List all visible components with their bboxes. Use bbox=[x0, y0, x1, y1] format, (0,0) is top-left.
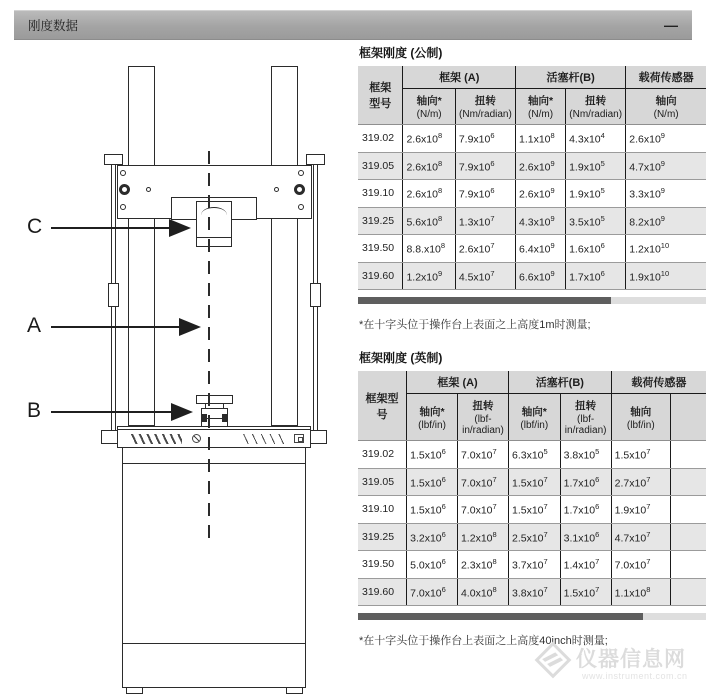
label-b: B bbox=[27, 399, 42, 422]
model-cell: 319.25 bbox=[358, 523, 407, 551]
metric-group-header-1: 活塞杆(B) bbox=[516, 66, 626, 89]
value-cell: $2.6x10^8$ bbox=[403, 152, 455, 180]
scrollbar-thumb[interactable] bbox=[358, 613, 643, 620]
value-cell bbox=[670, 468, 706, 496]
value-cell: $3.8x10^5$ bbox=[560, 441, 611, 469]
table-row bbox=[358, 262, 706, 290]
watermark-url: www.instrument.com.cn bbox=[582, 671, 688, 681]
imperial-column-header-3: 扭转 (lbf-in/radian) bbox=[560, 394, 611, 441]
value-cell: $7.0x10^7$ bbox=[457, 441, 508, 469]
value-cell: $7.9x10^6$ bbox=[455, 152, 515, 180]
value-cell: $1.5x10^6$ bbox=[407, 468, 458, 496]
value-cell: $1.2x10^8$ bbox=[457, 523, 508, 551]
cabinet-top-band bbox=[122, 447, 306, 464]
value-cell: $1.9x10^7$ bbox=[611, 496, 670, 524]
value-cell: $5.0x10^6$ bbox=[407, 551, 458, 579]
value-cell: $1.5x10^7$ bbox=[509, 468, 561, 496]
value-cell: $8.2x10^9$ bbox=[626, 207, 706, 235]
circle-slash-icon bbox=[192, 434, 201, 443]
load-washer-body bbox=[201, 408, 228, 427]
value-cell: $4.7x10^9$ bbox=[626, 152, 706, 180]
cabinet-lower bbox=[122, 643, 306, 688]
metric-column-header-0: 轴向* (N/m) bbox=[403, 89, 455, 125]
table-row bbox=[358, 125, 706, 153]
panel-icon bbox=[294, 434, 304, 443]
value-cell: $8.8.x10^8$ bbox=[403, 235, 455, 263]
arrow-b-line bbox=[51, 411, 173, 413]
value-cell: $1.7x10^6$ bbox=[566, 262, 626, 290]
imperial-group-header-2: 载荷传感器 bbox=[611, 371, 706, 394]
bolt-icon bbox=[120, 204, 126, 210]
metric-table-viewport bbox=[358, 66, 706, 290]
tie-rod-cap-left bbox=[104, 154, 123, 165]
value-cell: $7.9x10^6$ bbox=[455, 180, 515, 208]
imperial-column-header-5 bbox=[670, 394, 706, 441]
table-label-marks bbox=[130, 434, 182, 444]
metric-column-header-1: 扭转 (Nm/radian) bbox=[455, 89, 515, 125]
value-cell: $1.5x10^7$ bbox=[560, 578, 611, 606]
table-row bbox=[358, 468, 706, 496]
metric-column-header-4: 轴向 (N/m) bbox=[626, 89, 706, 125]
tie-rod-cap-right bbox=[306, 154, 325, 165]
value-cell: $1.9x10^5$ bbox=[566, 152, 626, 180]
metric-table-scrollbar[interactable] bbox=[358, 297, 706, 304]
cabinet-leg-right bbox=[286, 687, 303, 694]
bolt-icon bbox=[294, 184, 305, 195]
model-cell: 319.05 bbox=[358, 152, 403, 180]
model-cell: 319.25 bbox=[358, 207, 403, 235]
value-cell: $2.6x10^9$ bbox=[516, 180, 566, 208]
arrow-b-head bbox=[171, 403, 193, 421]
value-cell bbox=[670, 496, 706, 524]
table-bracket-right bbox=[310, 430, 327, 444]
bolt-icon bbox=[146, 187, 151, 192]
value-cell: $2.6x10^8$ bbox=[403, 125, 455, 153]
table-row bbox=[358, 180, 706, 208]
label-a: A bbox=[27, 314, 42, 337]
value-cell: $1.4x10^7$ bbox=[560, 551, 611, 579]
value-cell: $7.0x10^7$ bbox=[457, 468, 508, 496]
arrow-a-line bbox=[51, 326, 181, 328]
label-c: C bbox=[27, 215, 43, 238]
metric-footnote: *在十字头位于操作台上表面之上高度1m时测量; bbox=[359, 319, 591, 331]
value-cell: $1.1x10^8$ bbox=[516, 125, 566, 153]
imperial-column-header-1: 扭转 (lbf-in/radian) bbox=[457, 394, 508, 441]
metric-column-header-3: 扭转 (Nm/radian) bbox=[566, 89, 626, 125]
table-row bbox=[358, 152, 706, 180]
value-cell: $6.4x10^9$ bbox=[516, 235, 566, 263]
value-cell: $7.0x10^6$ bbox=[407, 578, 458, 606]
value-cell bbox=[670, 441, 706, 469]
value-cell: $3.2x10^6$ bbox=[407, 523, 458, 551]
value-cell: $2.3x10^8$ bbox=[457, 551, 508, 579]
arrow-c-line bbox=[51, 227, 171, 229]
cabinet-body bbox=[122, 463, 306, 644]
table-row bbox=[358, 496, 706, 524]
value-cell: $1.2x10^9$ bbox=[403, 262, 455, 290]
metric-table-title: 框架刚度 (公制) bbox=[359, 46, 443, 60]
value-cell: $7.0x10^7$ bbox=[611, 551, 670, 579]
value-cell: $2.5x10^7$ bbox=[509, 523, 561, 551]
bolt-icon bbox=[274, 187, 279, 192]
metric-column-header-2: 轴向* (N/m) bbox=[516, 89, 566, 125]
imperial-table-viewport bbox=[358, 371, 706, 606]
model-cell: 319.02 bbox=[358, 125, 403, 153]
value-cell: $1.5x10^7$ bbox=[611, 441, 670, 469]
model-cell: 319.02 bbox=[358, 441, 407, 469]
value-cell: $7.9x10^6$ bbox=[455, 125, 515, 153]
bolt-icon bbox=[119, 184, 130, 195]
imperial-footnote: *在十字头位于操作台上表面之上高度40inch时测量; bbox=[359, 635, 608, 647]
imperial-group-header-1: 活塞杆(B) bbox=[509, 371, 612, 394]
table-surface-line bbox=[118, 429, 310, 430]
watermark-logo-icon bbox=[535, 642, 572, 679]
value-cell: $1.6x10^6$ bbox=[566, 235, 626, 263]
imperial-stiffness-table bbox=[358, 371, 706, 606]
actuator-arc-line bbox=[201, 207, 227, 215]
model-cell: 319.60 bbox=[358, 262, 403, 290]
table-row bbox=[358, 235, 706, 263]
watermark-name: 仪器信息网 bbox=[576, 648, 686, 671]
value-cell: $1.1x10^8$ bbox=[611, 578, 670, 606]
model-cell: 319.05 bbox=[358, 468, 407, 496]
actuator-split-line bbox=[196, 237, 232, 238]
value-cell: $2.6x10^9$ bbox=[626, 125, 706, 153]
value-cell: $4.3x10^9$ bbox=[516, 207, 566, 235]
metric-stiffness-table bbox=[358, 66, 706, 290]
imperial-column-header-0: 轴向* (lbf/in) bbox=[407, 394, 458, 441]
value-cell bbox=[670, 551, 706, 579]
value-cell: $3.7x10^7$ bbox=[509, 551, 561, 579]
dashed-centerline bbox=[208, 151, 210, 546]
minimize-button[interactable]: — bbox=[664, 17, 678, 33]
model-cell: 319.10 bbox=[358, 496, 407, 524]
value-cell: $1.5x10^6$ bbox=[407, 496, 458, 524]
arrow-c-head bbox=[169, 219, 191, 237]
model-cell: 319.60 bbox=[358, 578, 407, 606]
stiffness-tables-panel bbox=[358, 44, 706, 648]
right-column bbox=[271, 66, 298, 426]
value-cell: $2.6x10^9$ bbox=[516, 152, 566, 180]
table-row bbox=[358, 207, 706, 235]
value-cell bbox=[670, 523, 706, 551]
metric-corner-header: 框架型号 bbox=[358, 66, 403, 125]
value-cell: $1.5x10^6$ bbox=[407, 441, 458, 469]
model-cell: 319.50 bbox=[358, 235, 403, 263]
table-row bbox=[358, 523, 706, 551]
value-cell: $4.5x10^7$ bbox=[455, 262, 515, 290]
table-row bbox=[358, 441, 706, 469]
value-cell: $2.6x10^8$ bbox=[403, 180, 455, 208]
imperial-table-title: 框架刚度 (英制) bbox=[359, 351, 443, 365]
imperial-column-header-4: 轴向 (lbf/in) bbox=[611, 394, 670, 441]
load-frame-diagram bbox=[25, 55, 350, 694]
value-cell: $2.6x10^7$ bbox=[455, 235, 515, 263]
tie-rod-coupling-right bbox=[310, 283, 321, 307]
watermark bbox=[538, 643, 706, 681]
value-cell: $3.3x10^9$ bbox=[626, 180, 706, 208]
value-cell: $1.9x10^5$ bbox=[566, 180, 626, 208]
value-cell: $1.2x10^{10}$ bbox=[626, 235, 706, 263]
value-cell: $3.5x10^5$ bbox=[566, 207, 626, 235]
value-cell: $3.1x10^6$ bbox=[560, 523, 611, 551]
arrow-a-head bbox=[179, 318, 201, 336]
value-cell: $1.5x10^7$ bbox=[509, 496, 561, 524]
model-cell: 319.50 bbox=[358, 551, 407, 579]
value-cell: $4.3x10^4$ bbox=[566, 125, 626, 153]
cabinet-leg-left bbox=[126, 687, 143, 694]
tie-rod-coupling-left bbox=[108, 283, 119, 307]
bolt-icon bbox=[298, 204, 304, 210]
imperial-corner-header: 框架型号 bbox=[358, 371, 407, 441]
table-label-marks bbox=[240, 434, 286, 444]
imperial-column-header-2: 轴向* (lbf/in) bbox=[509, 394, 561, 441]
value-cell: $3.8x10^7$ bbox=[509, 578, 561, 606]
imperial-group-header-0: 框架 (A) bbox=[407, 371, 509, 394]
value-cell: $6.6x10^9$ bbox=[516, 262, 566, 290]
value-cell: $5.6x10^8$ bbox=[403, 207, 455, 235]
value-cell bbox=[670, 578, 706, 606]
table-bracket-left bbox=[101, 430, 118, 444]
value-cell: $4.7x10^7$ bbox=[611, 523, 670, 551]
metric-group-header-0: 框架 (A) bbox=[403, 66, 516, 89]
work-table bbox=[117, 426, 311, 448]
bolt-icon bbox=[298, 170, 304, 176]
value-cell: $6.3x10^5$ bbox=[509, 441, 561, 469]
window-titlebar bbox=[14, 10, 692, 40]
metric-group-header-2: 载荷传感器 bbox=[626, 66, 706, 89]
window-title: 刚度数据 bbox=[28, 19, 79, 33]
scrollbar-thumb[interactable] bbox=[358, 297, 611, 304]
imperial-table-scrollbar[interactable] bbox=[358, 613, 706, 620]
value-cell: $1.9x10^{10}$ bbox=[626, 262, 706, 290]
table-row bbox=[358, 551, 706, 579]
value-cell: $1.7x10^6$ bbox=[560, 468, 611, 496]
left-column bbox=[128, 66, 155, 426]
value-cell: $2.7x10^7$ bbox=[611, 468, 670, 496]
model-cell: 319.10 bbox=[358, 180, 403, 208]
value-cell: $4.0x10^8$ bbox=[457, 578, 508, 606]
bolt-icon bbox=[120, 170, 126, 176]
value-cell: $7.0x10^7$ bbox=[457, 496, 508, 524]
value-cell: $1.3x10^7$ bbox=[455, 207, 515, 235]
table-row bbox=[358, 578, 706, 606]
value-cell: $1.7x10^6$ bbox=[560, 496, 611, 524]
actuator-block bbox=[196, 201, 232, 247]
